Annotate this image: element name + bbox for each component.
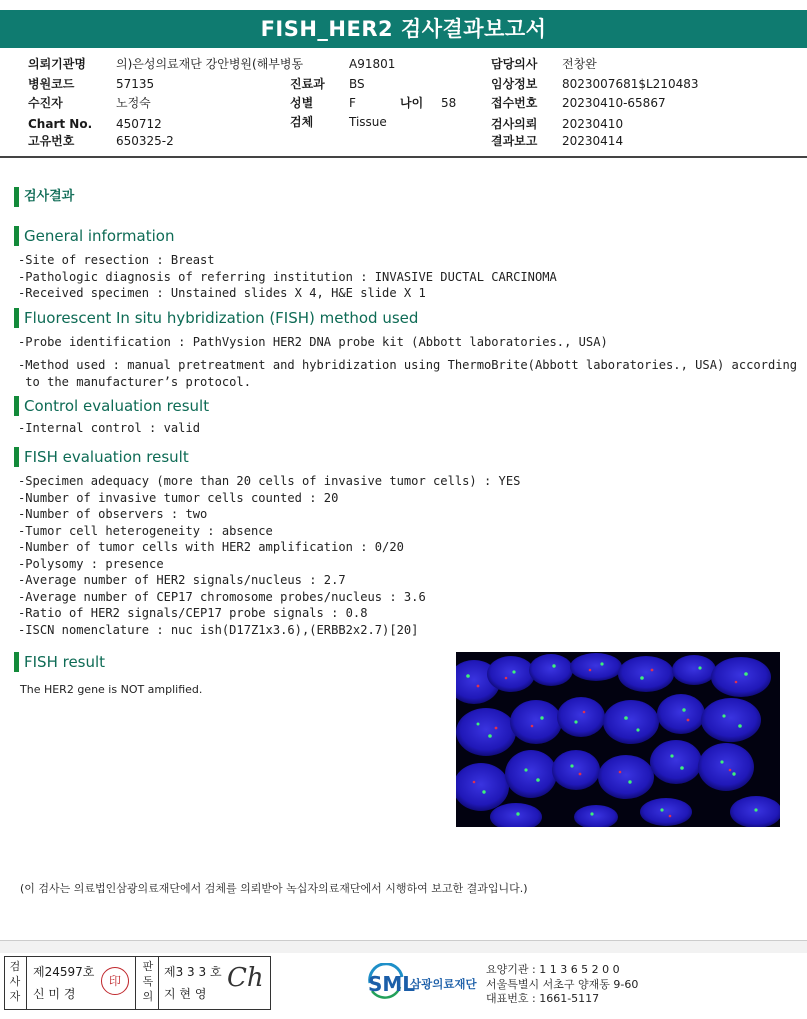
evaluation-line: -Average number of CEP17 chromosome probes/nucleus : 3.6 bbox=[18, 589, 426, 604]
evaluation-line: -Tumor cell heterogeneity : absence bbox=[18, 523, 273, 538]
footer-divider bbox=[0, 940, 807, 953]
method-line-cont: to the manufacturer’s protocol. bbox=[18, 375, 251, 389]
report-date-label: 결과보고 bbox=[491, 134, 538, 148]
lab-address: 서울특별시 서초구 양재동 9-60 bbox=[486, 977, 639, 991]
reviewer-signature: Ch bbox=[227, 963, 264, 993]
method-line: -Method used : manual pretreatment and hybridization using ThermoBrite(Abbott laboratories., USA) according bbox=[18, 358, 798, 372]
signature-box bbox=[4, 956, 271, 1010]
chart-no-value: 450712 bbox=[116, 117, 162, 131]
results-heading: 검사결과 bbox=[14, 187, 74, 207]
probe-line: -Probe identification : PathVysion HER2 DNA probe kit (Abbott laboratories., USA) bbox=[18, 335, 608, 349]
lab-code: 요양기관 : 1 1 3 6 5 2 0 0 bbox=[486, 963, 620, 976]
institution-value: 의)은성의료재단 강안병원(해부병동 bbox=[116, 57, 304, 71]
ward-value: A91801 bbox=[349, 57, 396, 71]
department-value: BS bbox=[349, 77, 365, 91]
evaluation-line: -Number of invasive tumor cells counted : 20 bbox=[18, 490, 339, 505]
age-label: 나이 bbox=[400, 96, 424, 110]
specimen-value: Tissue bbox=[349, 115, 387, 129]
specimen-label: 검체 bbox=[290, 115, 314, 129]
clinical-info-label: 임상정보 bbox=[491, 77, 538, 91]
lab-logo-text: SML bbox=[368, 972, 416, 996]
header-divider bbox=[0, 156, 807, 158]
evaluation-line: -Specimen adequacy (more than 20 cells of invasive tumor cells) : YES bbox=[18, 474, 521, 488]
receipt-no-value: 20230410-65867 bbox=[562, 96, 666, 110]
general-line: -Received specimen : Unstained slides X 4, H&E slide X 1 bbox=[18, 286, 426, 300]
lab-name: 삼광의료재단 bbox=[410, 977, 477, 991]
clinical-info-value: 8023007681$L210483 bbox=[562, 77, 699, 91]
sig-divider bbox=[26, 957, 27, 1009]
inspector-label: 검사자 bbox=[9, 960, 21, 1003]
chart-no-label: Chart No. bbox=[28, 117, 93, 131]
evaluation-line: -Average number of HER2 signals/nucleus : 2.7 bbox=[18, 573, 346, 587]
control-line: -Internal control : valid bbox=[18, 421, 201, 435]
evaluation-heading: FISH evaluation result bbox=[14, 447, 189, 467]
footer-note: (이 검사는 의료법인삼광의료재단에서 검체를 의뢰받아 녹십자의료재단에서 시행하여 보고한 결과입니다.) bbox=[20, 882, 528, 895]
reviewer-label: 판독의 bbox=[142, 960, 154, 1003]
inspector-license: 제24597호 bbox=[33, 965, 95, 979]
receipt-no-label: 접수번호 bbox=[491, 96, 538, 110]
sex-label: 성별 bbox=[290, 96, 314, 110]
inspector-stamp: 印 bbox=[101, 967, 129, 995]
patient-info bbox=[0, 54, 807, 150]
evaluation-line: -Number of observers : two bbox=[18, 507, 208, 521]
report-date-value: 20230414 bbox=[562, 134, 624, 148]
evaluation-line: -Ratio of HER2 signals/CEP17 probe signals : 0.8 bbox=[18, 606, 368, 620]
department-label: 진료과 bbox=[290, 77, 325, 91]
control-heading: Control evaluation result bbox=[14, 396, 209, 416]
doctor-value: 전창완 bbox=[562, 57, 597, 71]
request-date-value: 20230410 bbox=[562, 117, 624, 131]
reviewer-license: 제3 3 3 호 bbox=[164, 965, 222, 979]
hospital-code-label: 병원코드 bbox=[28, 77, 75, 91]
general-info-heading: General information bbox=[14, 226, 174, 246]
lab-phone: 대표번호 : 1661-5117 bbox=[486, 992, 600, 1005]
evaluation-line: -Polysomy : presence bbox=[18, 556, 164, 571]
inspector-name: 신 미 경 bbox=[33, 987, 76, 1001]
sig-divider bbox=[135, 957, 136, 1009]
evaluation-line: -ISCN nomenclature : nuc ish(D17Z1x3.6),(ERBB2x2.7)[20] bbox=[18, 622, 419, 637]
lab-info bbox=[486, 963, 638, 1007]
examinee-label: 수진자 bbox=[28, 96, 63, 110]
unique-no-label: 고유번호 bbox=[28, 134, 75, 148]
fish-micrograph bbox=[456, 652, 780, 827]
unique-no-value: 650325-2 bbox=[116, 134, 174, 148]
request-date-label: 검사의뢰 bbox=[491, 117, 538, 131]
general-line: -Pathologic diagnosis of referring institution : INVASIVE DUCTAL CARCINOMA bbox=[18, 269, 557, 284]
method-heading: Fluorescent In situ hybridization (FISH) method used bbox=[14, 308, 418, 328]
age-value: 58 bbox=[441, 96, 457, 110]
fish-result-text: The HER2 gene is NOT amplified. bbox=[20, 683, 203, 696]
sig-divider bbox=[158, 957, 159, 1009]
evaluation-line: -Number of tumor cells with HER2 amplification : 0/20 bbox=[18, 540, 404, 554]
institution-label: 의뢰기관명 bbox=[28, 57, 86, 71]
doctor-label: 담당의사 bbox=[491, 57, 538, 71]
examinee-value: 노정숙 bbox=[116, 96, 151, 110]
hospital-code-value: 57135 bbox=[116, 77, 155, 91]
sex-value: F bbox=[349, 96, 356, 110]
report-title: FISH_HER2 검사결과보고서 bbox=[0, 10, 807, 48]
reviewer-name: 지 현 영 bbox=[164, 987, 207, 1001]
fish-result-heading: FISH result bbox=[14, 652, 105, 672]
general-line: -Site of resection : Breast bbox=[18, 253, 215, 267]
